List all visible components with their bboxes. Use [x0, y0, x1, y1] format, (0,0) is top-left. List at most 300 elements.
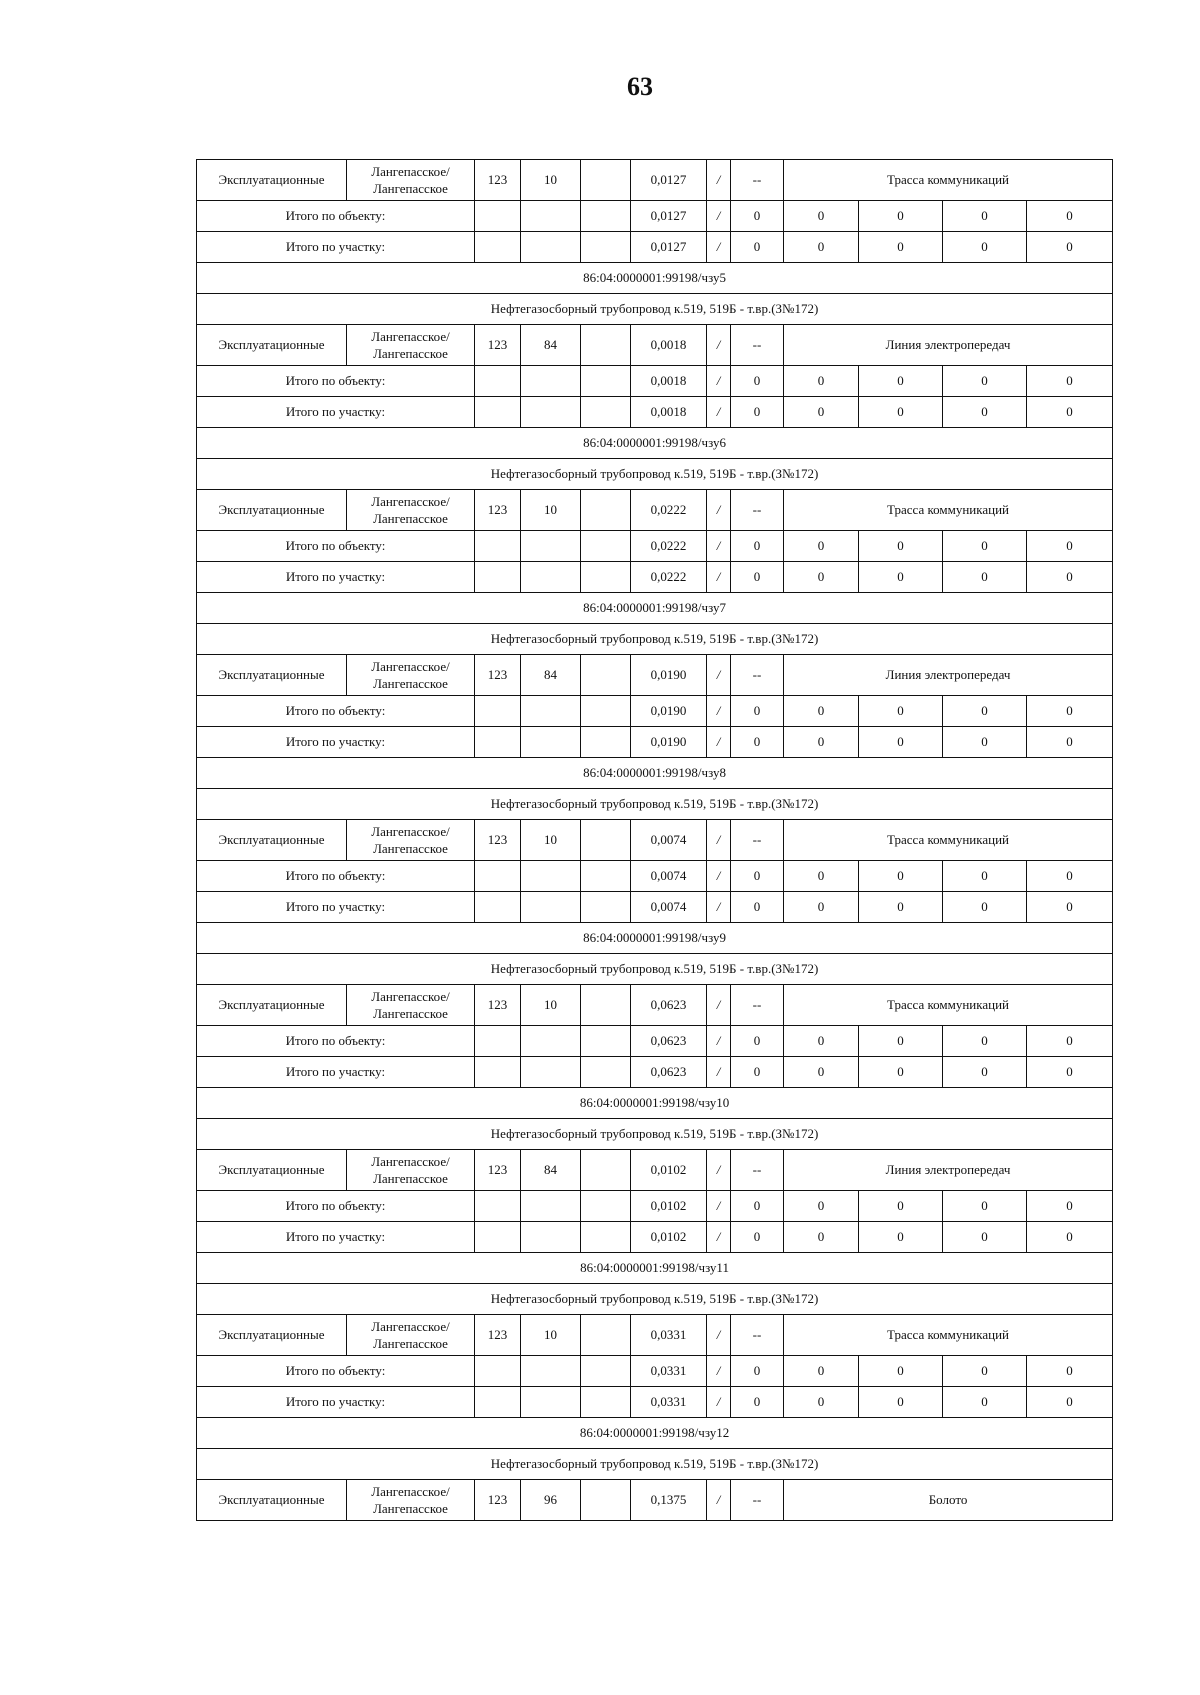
zero-value: 0	[943, 892, 1027, 923]
area-value: 0,0127	[631, 232, 707, 263]
zero-value: 0	[731, 1191, 784, 1222]
zero-value: 0	[1027, 201, 1113, 232]
total-by-object-row	[197, 1191, 1113, 1222]
cadastral-number-row	[197, 1418, 1113, 1449]
zero-value: 0	[1027, 892, 1113, 923]
object-name: Нефтегазосборный трубопровод к.519, 519Б - т.вр.(З№172)	[197, 459, 1113, 490]
area-value: 0,0127	[631, 201, 707, 232]
land-plots-table	[196, 159, 1113, 1521]
dash-cell: --	[731, 1150, 784, 1191]
object-name-row	[197, 954, 1113, 985]
empty-cell	[521, 232, 581, 263]
dash-cell: --	[731, 985, 784, 1026]
category-cell: Эксплуатационные	[197, 1315, 347, 1356]
zero-value: 0	[731, 366, 784, 397]
slash-cell: /	[707, 820, 731, 861]
area-value: 0,0018	[631, 325, 707, 366]
area-value: 0,1375	[631, 1480, 707, 1521]
area-value: 0,0127	[631, 160, 707, 201]
land-plot-row	[197, 1315, 1113, 1356]
empty-cell	[521, 727, 581, 758]
empty-cell	[581, 490, 631, 531]
empty-cell	[475, 232, 521, 263]
zero-value: 0	[731, 1387, 784, 1418]
zero-value: 0	[1027, 531, 1113, 562]
zero-value: 0	[943, 366, 1027, 397]
subcode-cell: 10	[521, 160, 581, 201]
empty-cell	[475, 696, 521, 727]
zero-value: 0	[784, 1222, 859, 1253]
purpose-cell: Трасса коммуникаций	[784, 820, 1113, 861]
cadastral-number-row	[197, 263, 1113, 294]
total-label: Итого по объекту:	[197, 1356, 475, 1387]
total-label: Итого по объекту:	[197, 1191, 475, 1222]
land-plot-row	[197, 1480, 1113, 1521]
slash-cell: /	[707, 397, 731, 428]
location-cell	[347, 325, 475, 366]
empty-cell	[475, 201, 521, 232]
slash-cell: /	[707, 1026, 731, 1057]
zero-value: 0	[943, 1026, 1027, 1057]
empty-cell	[581, 727, 631, 758]
location-line-2: Лангепасское	[373, 346, 448, 361]
empty-cell	[581, 1057, 631, 1088]
empty-cell	[581, 1315, 631, 1356]
location-cell	[347, 1315, 475, 1356]
object-name-row	[197, 789, 1113, 820]
page-number: 63	[627, 72, 653, 101]
location-line-2: Лангепасское	[373, 1171, 448, 1186]
total-by-section-row	[197, 232, 1113, 263]
zero-value: 0	[943, 1222, 1027, 1253]
empty-cell	[581, 1480, 631, 1521]
zero-value: 0	[1027, 562, 1113, 593]
empty-cell	[581, 531, 631, 562]
subcode-cell: 84	[521, 1150, 581, 1191]
slash-cell: /	[707, 1356, 731, 1387]
zero-value: 0	[859, 696, 943, 727]
subcode-cell: 10	[521, 820, 581, 861]
empty-cell	[521, 1356, 581, 1387]
total-label: Итого по объекту:	[197, 366, 475, 397]
area-value: 0,0074	[631, 820, 707, 861]
location-line-2: Лангепасское	[373, 181, 448, 196]
cadastral-number: 86:04:0000001:99198/чзу12	[197, 1418, 1113, 1449]
zero-value: 0	[859, 1356, 943, 1387]
slash-cell: /	[707, 892, 731, 923]
slash-cell: /	[707, 325, 731, 366]
zero-value: 0	[1027, 1387, 1113, 1418]
zero-value: 0	[784, 562, 859, 593]
empty-cell	[581, 160, 631, 201]
cadastral-number-row	[197, 923, 1113, 954]
area-value: 0,0331	[631, 1356, 707, 1387]
zero-value: 0	[859, 366, 943, 397]
total-by-object-row	[197, 366, 1113, 397]
slash-cell: /	[707, 562, 731, 593]
zero-value: 0	[784, 727, 859, 758]
zero-value: 0	[859, 1387, 943, 1418]
location-line-2: Лангепасское	[373, 1501, 448, 1516]
zero-value: 0	[784, 531, 859, 562]
purpose-cell: Трасса коммуникаций	[784, 490, 1113, 531]
location-line-1: Лангепасское/	[371, 989, 450, 1004]
subcode-cell: 84	[521, 655, 581, 696]
empty-cell	[521, 1387, 581, 1418]
empty-cell	[521, 696, 581, 727]
location-line-1: Лангепасское/	[371, 1319, 450, 1334]
zero-value: 0	[784, 696, 859, 727]
cadastral-number: 86:04:0000001:99198/чзу5	[197, 263, 1113, 294]
zero-value: 0	[943, 1057, 1027, 1088]
code-cell: 123	[475, 820, 521, 861]
total-by-section-row	[197, 727, 1113, 758]
area-value: 0,0222	[631, 490, 707, 531]
total-by-section-row	[197, 892, 1113, 923]
area-value: 0,0222	[631, 531, 707, 562]
category-cell: Эксплуатационные	[197, 1150, 347, 1191]
slash-cell: /	[707, 366, 731, 397]
location-cell	[347, 1480, 475, 1521]
land-plot-row	[197, 1150, 1113, 1191]
cadastral-number: 86:04:0000001:99198/чзу9	[197, 923, 1113, 954]
empty-cell	[581, 655, 631, 696]
empty-cell	[581, 397, 631, 428]
object-name: Нефтегазосборный трубопровод к.519, 519Б - т.вр.(З№172)	[197, 1119, 1113, 1150]
empty-cell	[581, 1026, 631, 1057]
area-value: 0,0074	[631, 892, 707, 923]
zero-value: 0	[859, 531, 943, 562]
zero-value: 0	[1027, 1356, 1113, 1387]
empty-cell	[581, 861, 631, 892]
land-plot-row	[197, 820, 1113, 861]
zero-value: 0	[731, 1356, 784, 1387]
land-plot-row	[197, 160, 1113, 201]
subcode-cell: 96	[521, 1480, 581, 1521]
empty-cell	[521, 1057, 581, 1088]
slash-cell: /	[707, 861, 731, 892]
area-value: 0,0331	[631, 1315, 707, 1356]
total-by-object-row	[197, 1356, 1113, 1387]
zero-value: 0	[1027, 696, 1113, 727]
empty-cell	[475, 1191, 521, 1222]
empty-cell	[581, 1150, 631, 1191]
object-name-row	[197, 459, 1113, 490]
zero-value: 0	[784, 1387, 859, 1418]
zero-value: 0	[943, 232, 1027, 263]
slash-cell: /	[707, 1315, 731, 1356]
empty-cell	[475, 562, 521, 593]
cadastral-number: 86:04:0000001:99198/чзу7	[197, 593, 1113, 624]
zero-value: 0	[1027, 232, 1113, 263]
total-by-section-row	[197, 1387, 1113, 1418]
zero-value: 0	[1027, 397, 1113, 428]
total-label: Итого по участку:	[197, 397, 475, 428]
zero-value: 0	[1027, 1057, 1113, 1088]
dash-cell: --	[731, 160, 784, 201]
zero-value: 0	[784, 892, 859, 923]
object-name: Нефтегазосборный трубопровод к.519, 519Б - т.вр.(З№172)	[197, 1449, 1113, 1480]
zero-value: 0	[731, 232, 784, 263]
dash-cell: --	[731, 490, 784, 531]
empty-cell	[581, 985, 631, 1026]
area-value: 0,0190	[631, 696, 707, 727]
category-cell: Эксплуатационные	[197, 1480, 347, 1521]
code-cell: 123	[475, 1315, 521, 1356]
empty-cell	[581, 1387, 631, 1418]
total-label: Итого по объекту:	[197, 1026, 475, 1057]
zero-value: 0	[943, 201, 1027, 232]
dash-cell: --	[731, 1480, 784, 1521]
cadastral-number-row	[197, 1253, 1113, 1284]
slash-cell: /	[707, 1387, 731, 1418]
slash-cell: /	[707, 985, 731, 1026]
code-cell: 123	[475, 160, 521, 201]
empty-cell	[521, 861, 581, 892]
location-line-1: Лангепасское/	[371, 659, 450, 674]
cadastral-number-row	[197, 593, 1113, 624]
zero-value: 0	[1027, 1222, 1113, 1253]
empty-cell	[521, 1191, 581, 1222]
zero-value: 0	[859, 1191, 943, 1222]
total-label: Итого по участку:	[197, 1057, 475, 1088]
slash-cell: /	[707, 1191, 731, 1222]
object-name-row	[197, 1119, 1113, 1150]
zero-value: 0	[859, 232, 943, 263]
slash-cell: /	[707, 160, 731, 201]
cadastral-number: 86:04:0000001:99198/чзу10	[197, 1088, 1113, 1119]
code-cell: 123	[475, 490, 521, 531]
zero-value: 0	[784, 1356, 859, 1387]
area-value: 0,0623	[631, 1057, 707, 1088]
empty-cell	[581, 1356, 631, 1387]
object-name: Нефтегазосборный трубопровод к.519, 519Б - т.вр.(З№172)	[197, 294, 1113, 325]
zero-value: 0	[784, 1191, 859, 1222]
zero-value: 0	[784, 232, 859, 263]
object-name-row	[197, 1284, 1113, 1315]
slash-cell: /	[707, 1057, 731, 1088]
location-line-1: Лангепасское/	[371, 494, 450, 509]
zero-value: 0	[1027, 366, 1113, 397]
empty-cell	[581, 892, 631, 923]
zero-value: 0	[859, 201, 943, 232]
table-body	[197, 160, 1113, 1521]
slash-cell: /	[707, 1150, 731, 1191]
zero-value: 0	[731, 201, 784, 232]
total-by-section-row	[197, 397, 1113, 428]
zero-value: 0	[731, 1222, 784, 1253]
empty-cell	[581, 562, 631, 593]
location-line-2: Лангепасское	[373, 511, 448, 526]
slash-cell: /	[707, 490, 731, 531]
empty-cell	[581, 232, 631, 263]
total-label: Итого по участку:	[197, 232, 475, 263]
zero-value: 0	[859, 397, 943, 428]
slash-cell: /	[707, 1222, 731, 1253]
empty-cell	[475, 1057, 521, 1088]
zero-value: 0	[731, 727, 784, 758]
total-by-object-row	[197, 1026, 1113, 1057]
zero-value: 0	[859, 1057, 943, 1088]
empty-cell	[581, 1191, 631, 1222]
slash-cell: /	[707, 1480, 731, 1521]
zero-value: 0	[943, 861, 1027, 892]
slash-cell: /	[707, 655, 731, 696]
location-line-2: Лангепасское	[373, 1006, 448, 1021]
purpose-cell: Трасса коммуникаций	[784, 1315, 1113, 1356]
total-label: Итого по участку:	[197, 892, 475, 923]
purpose-cell: Линия электропередач	[784, 1150, 1113, 1191]
empty-cell	[521, 1026, 581, 1057]
location-cell	[347, 490, 475, 531]
object-name-row	[197, 1449, 1113, 1480]
subcode-cell: 10	[521, 985, 581, 1026]
object-name: Нефтегазосборный трубопровод к.519, 519Б - т.вр.(З№172)	[197, 954, 1113, 985]
zero-value: 0	[943, 531, 1027, 562]
object-name: Нефтегазосборный трубопровод к.519, 519Б - т.вр.(З№172)	[197, 1284, 1113, 1315]
area-value: 0,0074	[631, 861, 707, 892]
empty-cell	[475, 1222, 521, 1253]
object-name: Нефтегазосборный трубопровод к.519, 519Б - т.вр.(З№172)	[197, 789, 1113, 820]
code-cell: 123	[475, 325, 521, 366]
total-label: Итого по участку:	[197, 1387, 475, 1418]
empty-cell	[521, 531, 581, 562]
total-by-object-row	[197, 861, 1113, 892]
zero-value: 0	[784, 1026, 859, 1057]
dash-cell: --	[731, 820, 784, 861]
empty-cell	[475, 1356, 521, 1387]
object-name-row	[197, 294, 1113, 325]
zero-value: 0	[859, 1026, 943, 1057]
zero-value: 0	[943, 696, 1027, 727]
zero-value: 0	[859, 562, 943, 593]
cadastral-number: 86:04:0000001:99198/чзу11	[197, 1253, 1113, 1284]
empty-cell	[581, 696, 631, 727]
total-label: Итого по участку:	[197, 1222, 475, 1253]
empty-cell	[475, 861, 521, 892]
zero-value: 0	[943, 1191, 1027, 1222]
total-label: Итого по объекту:	[197, 861, 475, 892]
land-plot-row	[197, 655, 1113, 696]
zero-value: 0	[943, 397, 1027, 428]
cadastral-number-row	[197, 1088, 1113, 1119]
zero-value: 0	[943, 727, 1027, 758]
purpose-cell: Трасса коммуникаций	[784, 160, 1113, 201]
slash-cell: /	[707, 232, 731, 263]
empty-cell	[581, 366, 631, 397]
zero-value: 0	[731, 1026, 784, 1057]
empty-cell	[521, 201, 581, 232]
location-cell	[347, 985, 475, 1026]
zero-value: 0	[731, 397, 784, 428]
zero-value: 0	[731, 562, 784, 593]
purpose-cell: Линия электропередач	[784, 325, 1113, 366]
empty-cell	[581, 820, 631, 861]
zero-value: 0	[943, 562, 1027, 593]
zero-value: 0	[1027, 1191, 1113, 1222]
area-value: 0,0222	[631, 562, 707, 593]
location-line-1: Лангепасское/	[371, 824, 450, 839]
cadastral-number-row	[197, 428, 1113, 459]
zero-value: 0	[784, 1057, 859, 1088]
area-value: 0,0018	[631, 397, 707, 428]
code-cell: 123	[475, 985, 521, 1026]
empty-cell	[475, 727, 521, 758]
slash-cell: /	[707, 531, 731, 562]
location-line-1: Лангепасское/	[371, 329, 450, 344]
location-cell	[347, 160, 475, 201]
total-by-object-row	[197, 531, 1113, 562]
object-name: Нефтегазосборный трубопровод к.519, 519Б - т.вр.(З№172)	[197, 624, 1113, 655]
area-value: 0,0102	[631, 1191, 707, 1222]
location-line-2: Лангепасское	[373, 676, 448, 691]
code-cell: 123	[475, 1150, 521, 1191]
total-by-section-row	[197, 1222, 1113, 1253]
total-by-section-row	[197, 1057, 1113, 1088]
total-label: Итого по объекту:	[197, 696, 475, 727]
area-value: 0,0623	[631, 985, 707, 1026]
category-cell: Эксплуатационные	[197, 985, 347, 1026]
total-label: Итого по участку:	[197, 727, 475, 758]
area-value: 0,0331	[631, 1387, 707, 1418]
empty-cell	[521, 892, 581, 923]
slash-cell: /	[707, 696, 731, 727]
cadastral-number: 86:04:0000001:99198/чзу8	[197, 758, 1113, 789]
slash-cell: /	[707, 727, 731, 758]
zero-value: 0	[1027, 727, 1113, 758]
zero-value: 0	[731, 892, 784, 923]
empty-cell	[521, 397, 581, 428]
location-line-1: Лангепасское/	[371, 1154, 450, 1169]
empty-cell	[581, 325, 631, 366]
area-value: 0,0102	[631, 1150, 707, 1191]
zero-value: 0	[1027, 1026, 1113, 1057]
location-cell	[347, 1150, 475, 1191]
empty-cell	[475, 366, 521, 397]
zero-value: 0	[731, 696, 784, 727]
category-cell: Эксплуатационные	[197, 325, 347, 366]
category-cell: Эксплуатационные	[197, 490, 347, 531]
category-cell: Эксплуатационные	[197, 160, 347, 201]
empty-cell	[475, 892, 521, 923]
land-plot-row	[197, 325, 1113, 366]
cadastral-number: 86:04:0000001:99198/чзу6	[197, 428, 1113, 459]
code-cell: 123	[475, 1480, 521, 1521]
cadastral-number-row	[197, 758, 1113, 789]
empty-cell	[521, 562, 581, 593]
empty-cell	[475, 1026, 521, 1057]
code-cell: 123	[475, 655, 521, 696]
area-value: 0,0623	[631, 1026, 707, 1057]
zero-value: 0	[784, 366, 859, 397]
total-label: Итого по объекту:	[197, 201, 475, 232]
category-cell: Эксплуатационные	[197, 820, 347, 861]
dash-cell: --	[731, 1315, 784, 1356]
zero-value: 0	[859, 727, 943, 758]
land-plot-row	[197, 490, 1113, 531]
zero-value: 0	[784, 861, 859, 892]
slash-cell: /	[707, 201, 731, 232]
zero-value: 0	[859, 1222, 943, 1253]
location-line-2: Лангепасское	[373, 1336, 448, 1351]
zero-value: 0	[943, 1387, 1027, 1418]
total-by-object-row	[197, 696, 1113, 727]
zero-value: 0	[784, 397, 859, 428]
subcode-cell: 84	[521, 325, 581, 366]
zero-value: 0	[859, 861, 943, 892]
total-by-section-row	[197, 562, 1113, 593]
zero-value: 0	[943, 1356, 1027, 1387]
